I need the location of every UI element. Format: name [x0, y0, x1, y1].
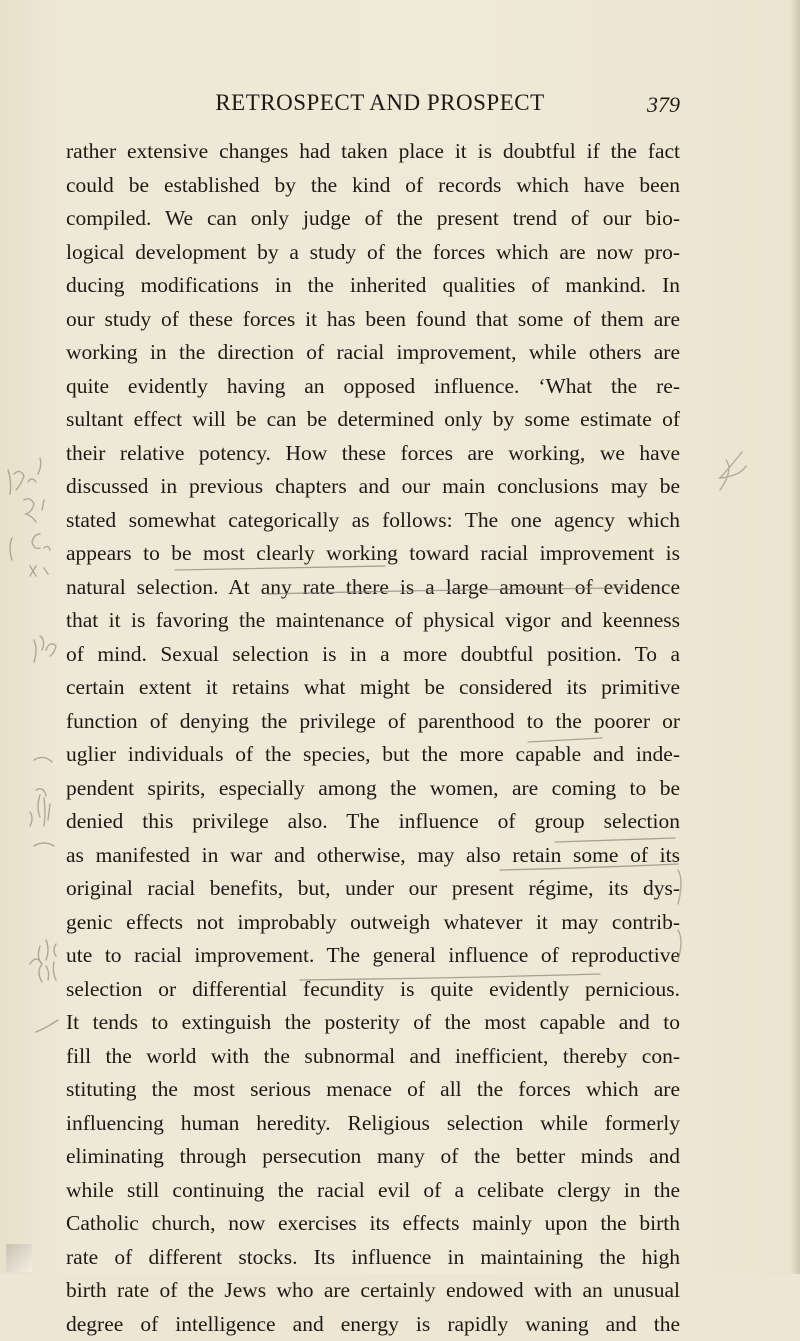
margin-scribble: [30, 959, 56, 982]
text-line: original racial benefits, but, under our present régime, its dys-: [66, 872, 680, 906]
right-margin-annotations: [670, 0, 800, 1274]
text-line: while still continuing the racial evil of a celibate clergy in the: [66, 1174, 680, 1208]
page-corner-tab: [6, 1244, 32, 1272]
text-line: stated somewhat categorically as follows: The one agency which: [66, 504, 680, 538]
bracket-mark: [720, 452, 746, 478]
text-line: fill the world with the subnormal and inefficient, thereby con-: [66, 1040, 680, 1074]
text-line: natural selection. At any rate there is a large amount of evidence: [66, 571, 680, 605]
bracket-mark: [720, 460, 729, 490]
page-number: 379: [647, 90, 680, 120]
text-line: birth rate of the Jews who are certainly endowed with an unusual: [66, 1274, 680, 1308]
text-line: ute to racial improvement. The general influence of reproductive: [66, 939, 680, 973]
bracket-mark: [678, 930, 681, 960]
body-text: [66, 135, 680, 1341]
margin-scribble: [34, 757, 52, 762]
text-line: denied this privilege also. The influence of group selection: [66, 805, 680, 839]
text-line: could be established by the kind of records which have been: [66, 169, 680, 203]
text-line: It tends to extinguish the posterity of the most capable and to: [66, 1006, 680, 1040]
text-line: logical development by a study of the forces which are now pro-: [66, 236, 680, 270]
text-line: degree of intelligence and energy is rapidly waning and the: [66, 1308, 680, 1341]
margin-scribble: [34, 843, 54, 846]
running-title: RETROSPECT AND PROSPECT: [200, 88, 560, 118]
text-line: eliminating through persecution many of the better minds and: [66, 1140, 680, 1174]
text-line: quite evidently having an opposed influence. ‘What the re-: [66, 370, 680, 404]
text-line: pendent spirits, especially among the women, are coming to be: [66, 772, 680, 806]
left-margin-annotations: [0, 0, 66, 1274]
handwritten-bracket-marks: [670, 0, 800, 1274]
text-line: sultant effect will be can be determined only by some estimate of: [66, 403, 680, 437]
text-line: selection or differential fecundity is quite evidently pernicious.: [66, 973, 680, 1007]
text-line: of mind. Sexual selection is in a more doubtful position. To a: [66, 638, 680, 672]
text-line: genic effects not improbably outweigh whatever it may contrib-: [66, 906, 680, 940]
text-line: that it is favoring the maintenance of physical vigor and keenness: [66, 604, 680, 638]
text-line: ducing modifications in the inherited qualities of mankind. In: [66, 269, 680, 303]
margin-scribble: [34, 636, 56, 662]
margin-scribble: [30, 566, 48, 576]
text-line: rather extensive changes had taken place it is doubtful if the fact: [66, 135, 680, 169]
margin-scribble: [10, 534, 50, 560]
text-line: working in the direction of racial improvement, while others are: [66, 336, 680, 370]
text-line: function of denying the privilege of parenthood to the poorer or: [66, 705, 680, 739]
text-line: stituting the most serious menace of all the forces which are: [66, 1073, 680, 1107]
margin-scribble: [8, 470, 36, 494]
margin-scribble: [36, 1020, 58, 1032]
text-line: our study of these forces it has been found that some of them are: [66, 303, 680, 337]
margin-scribble: [38, 940, 56, 964]
bracket-mark: [678, 870, 681, 904]
margin-scribble: [24, 499, 36, 522]
handwritten-marginalia: [0, 0, 66, 1274]
text-line: compiled. We can only judge of the present trend of our bio-: [66, 202, 680, 236]
text-line: as manifested in war and otherwise, may also retain some of its: [66, 839, 680, 873]
margin-scribble: [30, 798, 50, 826]
text-line: Catholic church, now exercises its effects mainly upon the birth: [66, 1207, 680, 1241]
text-line: discussed in previous chapters and our main conclusions may be: [66, 470, 680, 504]
text-line: certain extent it retains what might be considered its primitive: [66, 671, 680, 705]
margin-scribble: [38, 458, 44, 510]
text-line: rate of different stocks. Its influence in maintaining the high: [66, 1241, 680, 1275]
text-line: influencing human heredity. Religious selection while formerly: [66, 1107, 680, 1141]
text-line: uglier individuals of the species, but the more capable and inde-: [66, 738, 680, 772]
text-line: their relative potency. How these forces are working, we have: [66, 437, 680, 471]
text-line: appears to be most clearly working toward racial improvement is: [66, 537, 680, 571]
